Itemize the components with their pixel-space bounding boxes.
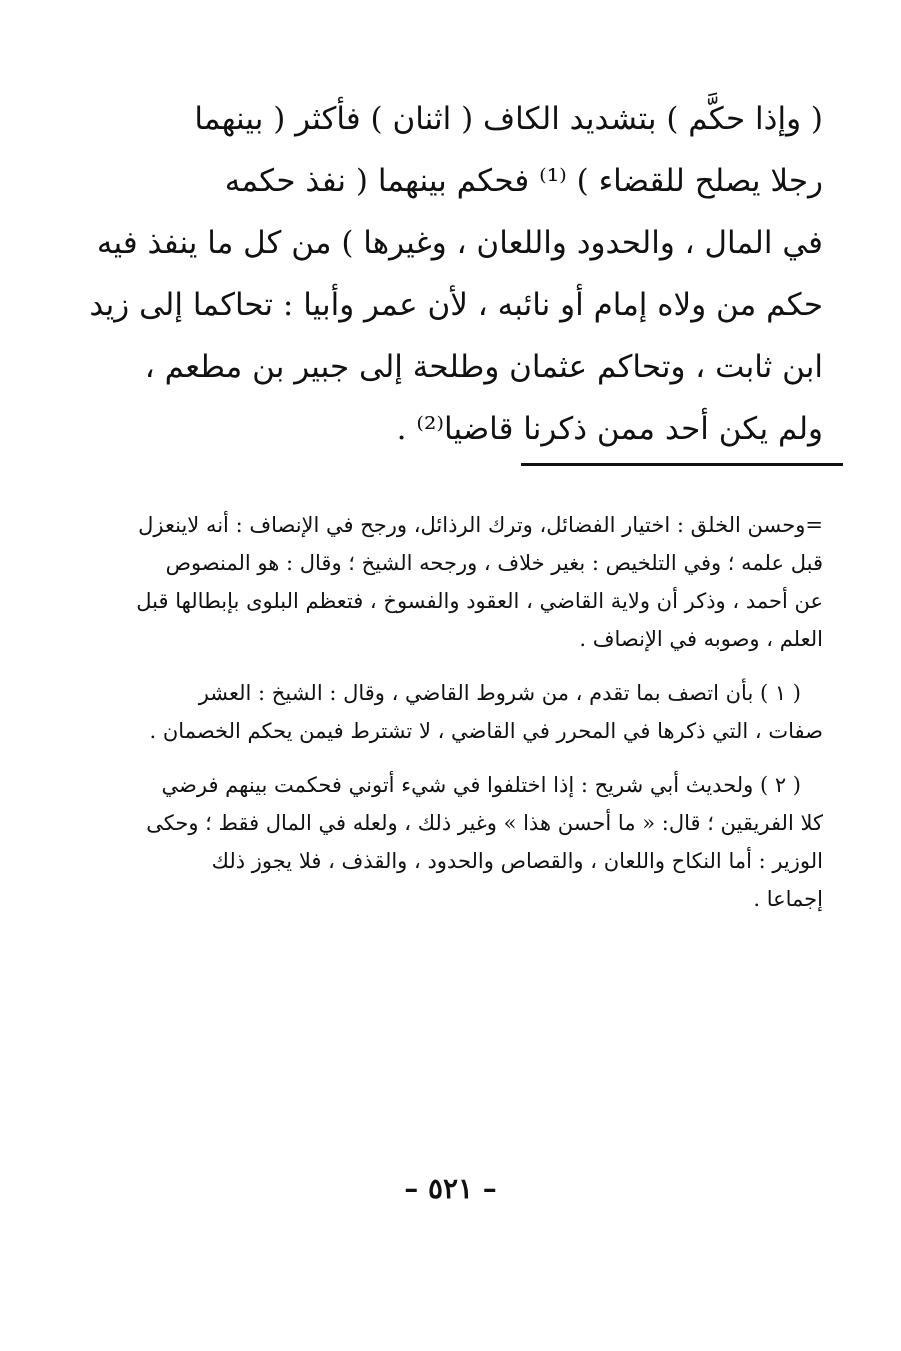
page-number: – ٥٢١ – (404, 1172, 497, 1205)
footnote-line: صفات ، التي ذكرها في المحرر في القاضي ، لا تشترط فيمن يحكم الخصمان . (149, 719, 823, 743)
footnote-line: عن أحمد ، وذكر أن ولاية القاضي ، العقود والفسوخ ، فتعظم البلوى بإبطالها قبل (136, 589, 823, 613)
footnote-line: قبل علمه ؛ وفي التلخيص : بغير خلاف ، ورجحه الشيخ ؛ وقال : هو المنصوص (165, 551, 823, 575)
main-text-line: حكم من ولاه إمام أو نائبه ، لأن عمر وأبيا : تحاكما إلى زيد (89, 287, 823, 323)
footnote-line: إجماعا . (753, 887, 823, 911)
footnotes (84, 506, 823, 934)
main-text-line: ( وإذا حكَّم ) بتشديد الكاف ( اثنان ) فأكثر ( بينهما (194, 101, 823, 137)
footnote-continuation (84, 506, 823, 658)
footnote-line: كلا الفريقين ؛ قال: « ما أحسن هذا » وغير ذلك ، ولعله في المال فقط ؛ وحكى (146, 811, 823, 835)
footnote-2 (84, 766, 823, 918)
main-text-line: ابن ثابت ، وتحاكم عثمان وطلحة إلى جبير بن مطعم ، (144, 349, 823, 385)
main-text (80, 88, 823, 460)
footnote-line: ( ٢ ) ولحديث أبي شريح : إذا اختلفوا في شيء أتوني فحكمت بينهم فرضي (161, 773, 801, 797)
footnote-line: العلم ، وصوبه في الإنصاف . (579, 627, 823, 651)
main-text-line: في المال ، والحدود واللعان ، وغيرها ) من كل ما ينفذ فيه (96, 225, 823, 261)
footnote-line: ( ١ ) بأن اتصف بما تقدم ، من شروط القاضي ، وقال : الشيخ : العشر (198, 681, 801, 705)
main-text-line: ولم يكن أحد ممن ذكرنا قاضيا⁽²⁾ . (396, 411, 823, 447)
footnote-line: =وحسن الخلق : اختيار الفضائل، وترك الرذائل، ورجح في الإنصاف : أنه لاينعزل (138, 513, 823, 537)
main-text-line: رجلا يصلح للقضاء ) ⁽¹⁾ فحكم بينهما ( نفذ حكمه (224, 163, 823, 199)
footnote-line: الوزير : أما النكاح واللعان ، والقصاص والحدود ، والقذف ، فلا يجوز ذلك (211, 849, 823, 873)
footnote-divider (521, 463, 843, 466)
footnote-1 (84, 674, 823, 750)
